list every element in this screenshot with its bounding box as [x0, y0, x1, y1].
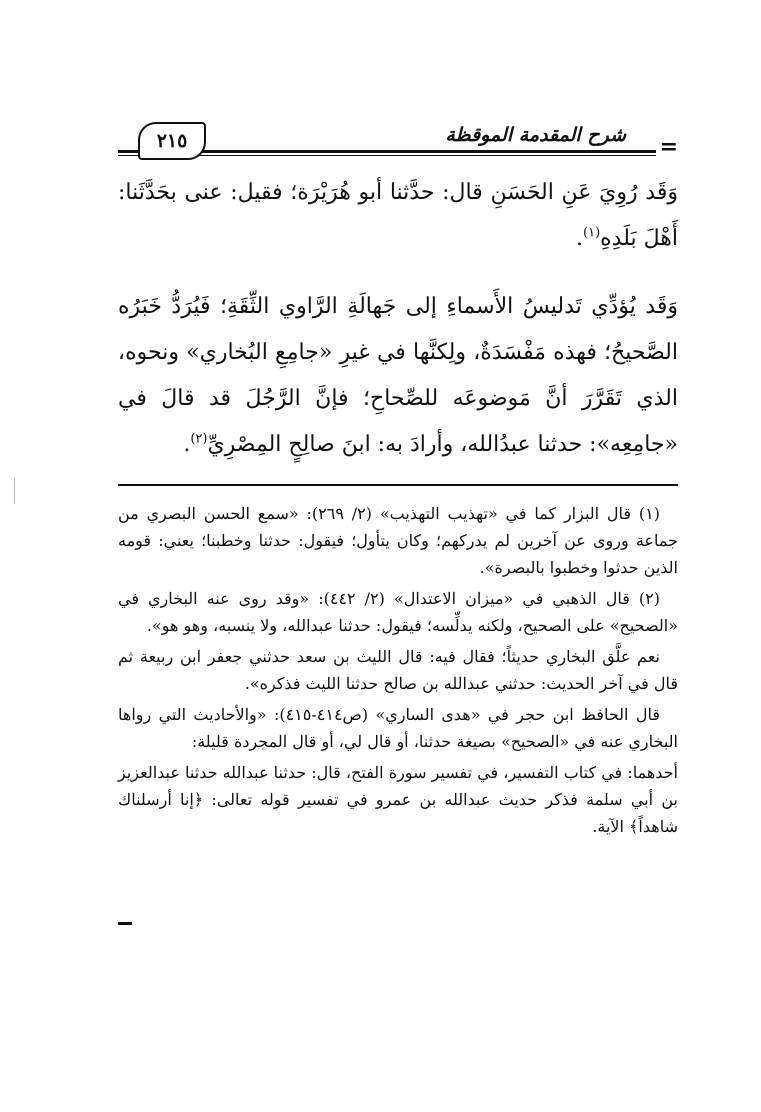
footnote-1: (١) قال البزار كما في «تهذيب التهذيب» (٢/ ٢٦٩): «سمع الحسن البصري من جماعة وروى عن آخرين لم يدركهم؛ وكان يتأول؛ فيقول: حدثنا وخطبنا؛ يعني: قومه الذين حدثوا وخطبوا بالبصرة».	[118, 504, 678, 577]
footnote-2: (٢) قال الذهبي في «ميزان الاعتدال» (٢/ ٤٤٢): «وقد روى عنه البخاري في «الصحيح» على الصحيح، ولكنه يدلِّسه؛ فيقول: حدثنا عبدالله، ولا ينسبه، وهو هو».	[118, 589, 678, 635]
footnote-ref-2: (٢)	[190, 431, 208, 447]
footnote-separator	[118, 484, 678, 486]
footnote-2-first-item: أحدهما: في كتاب التفسير، في تفسير سورة الفتح، قال: حدثنا عبدالله حدثنا عبدالعزيز بن أبي سلمة فذكر حديث عبدالله بن عمرو في تفسير قوله تعالى: ﴿إنا أرسلناك شاهداً﴾ الآية.	[118, 763, 678, 836]
footnotes	[118, 500, 678, 844]
main-paragraph-1	[118, 170, 678, 262]
margin-mark	[14, 478, 15, 504]
main-text	[118, 170, 678, 468]
paragraph-text: وَقَد رُوِيَ عَنِ الحَسَنِ قال: حدَّثنا أبو هُرَيْرَة؛ فقيل: عنى بحَدَّثَنا: أَهْلَ بَلَدِهِ	[118, 180, 678, 251]
footnote-ref-1: (١)	[583, 225, 601, 241]
page-number-badge	[138, 122, 206, 160]
footnote-2-continued: نعم علَّق البخاري حديثاً؛ فقال فيه: قال الليث بن سعد حدثني جعفر ابن ربيعة ثم قال في آخر الحديث: حدثني عبدالله بن صالح حدثنا الليث فذكره».	[118, 647, 678, 693]
paragraph-tail: .	[576, 226, 583, 251]
paragraph-tail: .	[183, 432, 191, 457]
header-rule-thin	[118, 155, 678, 156]
paragraph-text: وَقَد يُؤدِّي تَدليسُ الأَسماءِ إلى جَهالَةِ الرَّاوي الثِّقَةِ؛ فَيُرَدُّ خَبَرُه الصَّحيحُ؛ فهذه مَفْسَدَةٌ، ولِكنَّها في غيرِ «جامِعِ البُخاري» ونحوه، الذي تَقَرَّرَ أنَّ مَوضوعَه للصِّحاحِ؛ فإنَّ الرَّجُلَ قد قالَ في «جامِعِه»: حدثنا عبدُالله، وأرادَ به: ابنَ صالِحٍ المِصْرِيِّ	[118, 294, 678, 457]
page-number: ٢١٥	[156, 130, 188, 152]
main-paragraph-2	[118, 284, 678, 468]
running-title: شرح المقدمة الموقظة	[437, 124, 634, 146]
footnote-2-quote: قال الحافظ ابن حجر في «هدى الساري» (ص٤١٤-٤١٥): «والأحاديث التي رواها البخاري عنه في «الصحيح» بصيغة حدثنا، أو قال لي، أو قال المجردة قليلة:	[118, 705, 678, 751]
continuation-dash	[118, 922, 132, 925]
header-dash-mark: =	[656, 134, 678, 160]
page-header	[118, 122, 678, 160]
